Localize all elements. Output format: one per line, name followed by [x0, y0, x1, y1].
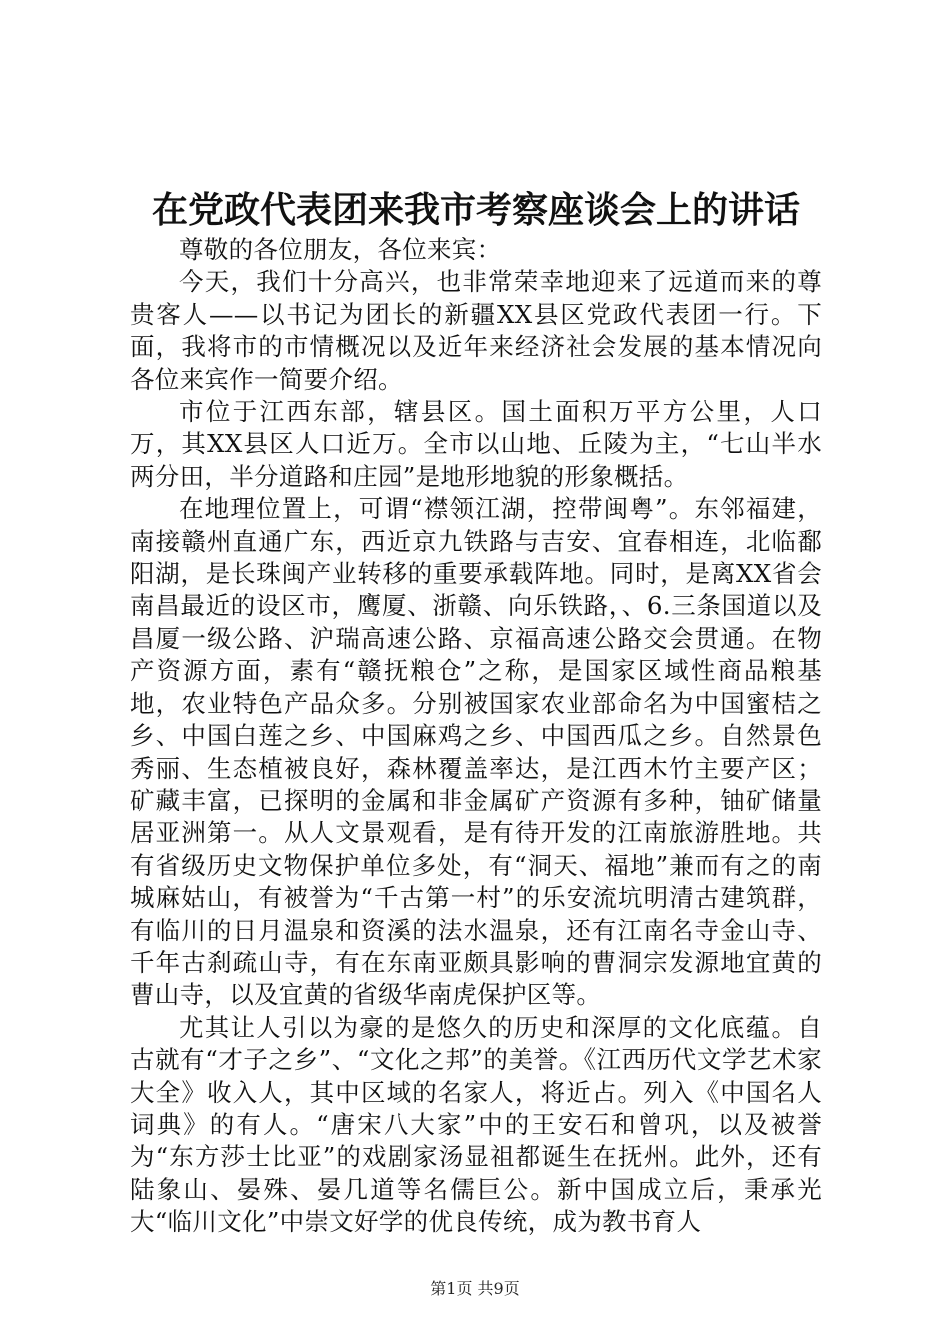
- paragraph-geography-resources: 在地理位置上，可谓“襟领江湖，控带闽粤”。东邻福建，南接赣州直通广东，西近京九铁路与吉安、宜春相连，北临鄱阳湖，是长珠闽产业转移的重要承载阵地。同时，是离XX省会南昌最近的设区市，鹰厦、浙赣、向乐铁路，、6.三条国道以及昌厦一级公路、沪瑞高速公路、京福高速公路交会贯通。在物产资源方面，素有“赣抚粮仓”之称，是国家区域性商品粮基地，农业特色产品众多。分别被国家农业部命名为中国蜜桔之乡、中国白莲之乡、中国麻鸡之乡、中国西瓜之乡。自然景色秀丽、生态植被良好，森林覆盖率达，是江西木竹主要产区；矿藏丰富，已探明的金属和非金属矿产资源有多种，铀矿储量居亚洲第一。从人文景观看，是有待开发的江南旅游胜地。共有省级历史文物保护单位多处，有“洞天、福地”兼而有之的南城麻姑山，有被誉为“千古第一村”的乐安流坑明清古建筑群，有临川的日月温泉和资溪的法水温泉，还有江南名寺金山寺、千年古刹疏山寺，有在东南亚颇具影响的曹洞宗发源地宜黄的曹山寺，以及宜黄的省级华南虎保护区等。: [130, 494, 822, 1010]
- salutation: 尊敬的各位朋友，各位来宾：: [179, 235, 502, 264]
- page-footer: 第1页 共9页: [430, 1279, 520, 1298]
- document-title: 在党政代表团来我市考察座谈会上的讲话: [151, 189, 800, 231]
- paragraph-history-culture: 尤其让人引以为豪的是悠久的历史和深厚的文化底蕴。自古就有“才子之乡”、“文化之邦”的美誉。《江西历代文学艺术家大全》收入人，其中区域的名家人，将近占。列入《中国名人词典》的有人。“唐宋八大家”中的王安石和曾巩，以及被誉为“东方莎士比亚”的戏剧家汤显祖都诞生在抚州。此外，还有陆象山、晏殊、晏几道等名儒巨公。新中国成立后，秉承光大“临川文化”中崇文好学的优良传统，成为教书育人: [130, 1012, 822, 1237]
- paragraph-location: 市位于江西东部，辖县区。国土面积万平方公里，人口万，其XX县区人口近万。全市以山地、丘陵为主，“七山半水两分田，半分道路和庄园”是地形地貌的形象概括。: [130, 397, 822, 491]
- document-body: [130, 180, 822, 1239]
- paragraph-intro: 今天，我们十分高兴，也非常荣幸地迎来了远道而来的尊贵客人——以书记为团长的新疆XX县区党政代表团一行。下面，我将市的市情概况以及近年来经济社会发展的基本情况向各位来宾作一简要介绍。: [130, 267, 822, 394]
